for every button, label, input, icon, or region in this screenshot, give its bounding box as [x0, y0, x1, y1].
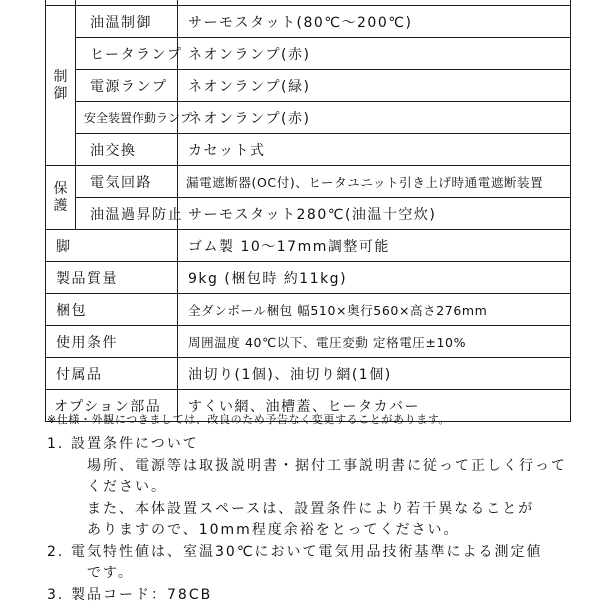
row-value: ネオンランプ(赤): [178, 102, 571, 134]
row-value: サーモスタット280℃(油温十空炊): [178, 198, 571, 230]
table-row: [46, 294, 571, 326]
row-label: 電源ランプ: [76, 70, 178, 102]
row-label: オプション部品: [46, 390, 178, 422]
row-label: ヒータランプ: [76, 38, 178, 70]
row-value: ネオンランプ(緑): [178, 70, 571, 102]
note-line: 場所、電源等は取扱説明書・据付工事説明書に従って正しく行って: [87, 457, 567, 474]
row-label: 脚: [46, 230, 178, 262]
note-item: [47, 434, 587, 542]
row-value: 全ダンボール梱包 幅510×奥行560×高さ276mm: [178, 294, 571, 326]
note-body: [71, 542, 543, 585]
note-line: ください。: [87, 479, 167, 495]
row-value: ゴム製 10～17mm調整可能: [178, 230, 571, 262]
table-row: [46, 6, 571, 38]
row-label: 梱包: [46, 294, 178, 326]
note-item: [47, 585, 587, 607]
row-value: 周囲温度 40℃以下、電圧変動 定格電圧±10%: [178, 326, 571, 358]
row-value: サーモスタット(80℃～200℃): [178, 6, 571, 38]
note-line: また、本体設置スペースは、設置条件により若干異なることが: [87, 500, 535, 517]
table-row: [46, 198, 571, 230]
note-line: ありますので、10mm程度余裕をとってください。: [87, 522, 460, 538]
spec-table: [45, 0, 571, 422]
table-row: [46, 230, 571, 262]
note-line: 製品コード：78CB: [71, 586, 213, 603]
row-label: 油温過昇防止: [76, 198, 178, 230]
row-value: 漏電遮断器(OC付)、ヒータユニット引き上げ時通電遮断装置: [178, 166, 571, 198]
note-item: [47, 542, 587, 585]
disclaimer-footnote: ※仕様・外観につきましては、改良のため予告なく変更することがあります。: [47, 413, 451, 426]
group-label-protection: 保 護: [46, 166, 76, 230]
table-row: [46, 102, 571, 134]
table-row: [46, 358, 571, 390]
row-value: カセット式: [178, 134, 571, 166]
group-label-control: 制 御: [46, 6, 76, 166]
note-body: [71, 434, 567, 542]
row-label: 電気回路: [76, 166, 178, 198]
row-label: 安全装置作動ランプ: [76, 102, 178, 134]
table-row: [46, 166, 571, 198]
note-line: 電気特性値は、室温30℃において電気用品技術基準による測定値: [71, 543, 543, 560]
note-line: です。: [87, 565, 134, 581]
row-value: ネオンランプ(赤): [178, 38, 571, 70]
row-value: 9kg (梱包時 約11kg): [178, 262, 571, 294]
row-label: 付属品: [46, 358, 178, 390]
table-row: [46, 134, 571, 166]
notes-list: [47, 434, 587, 606]
note-number: 2.: [47, 543, 65, 560]
row-value: すくい網、油槽蓋、ヒータカバー: [178, 390, 571, 422]
row-value: 油切り(1個)、油切り網(1個): [178, 358, 571, 390]
note-number: 1.: [47, 436, 65, 452]
row-label: 油温制御: [76, 6, 178, 38]
table-row: [46, 70, 571, 102]
note-body: [71, 585, 212, 607]
row-label: 製品質量: [46, 262, 178, 294]
table-row: [46, 262, 571, 294]
row-label: 使用条件: [46, 326, 178, 358]
row-label: 油交換: [76, 134, 178, 166]
table-row: [46, 38, 571, 70]
note-line: 設置条件について: [71, 436, 199, 452]
note-number: 3.: [47, 586, 65, 603]
table-row: [46, 326, 571, 358]
